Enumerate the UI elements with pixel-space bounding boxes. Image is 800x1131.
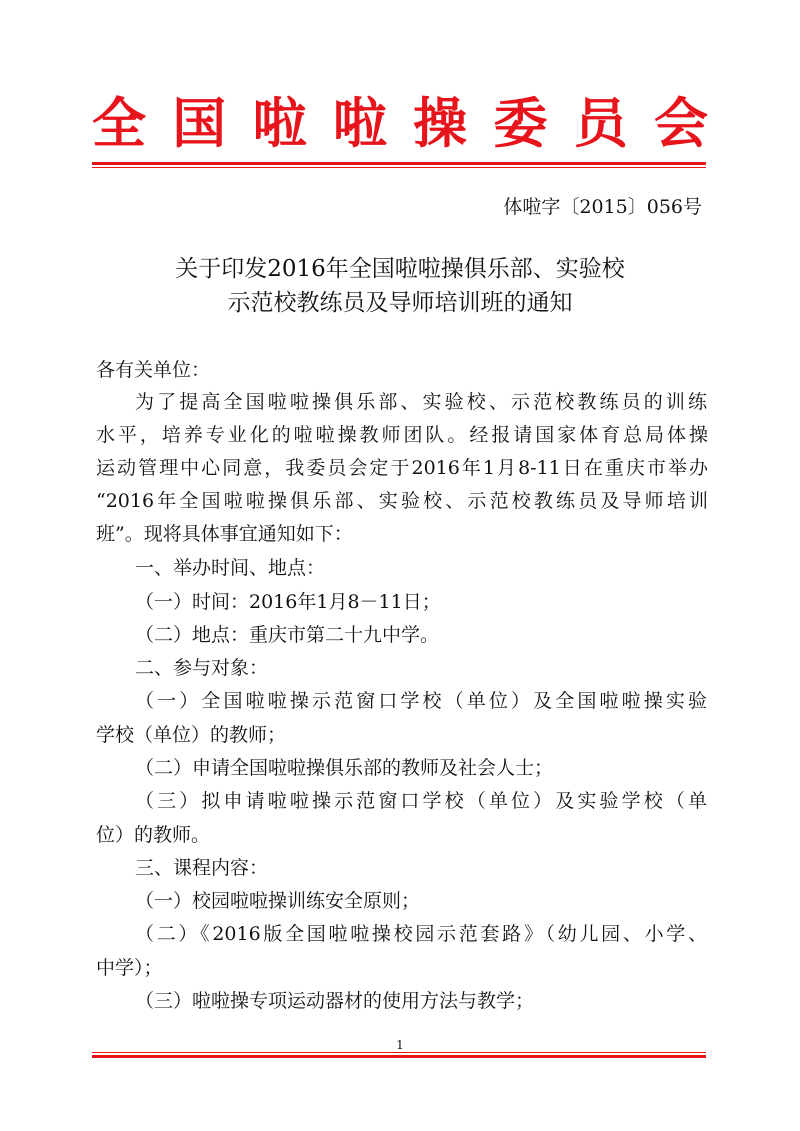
org-char: 委 — [493, 91, 548, 155]
org-char: 操 — [413, 91, 468, 155]
org-char: 啦 — [332, 91, 387, 155]
org-char: 全 — [92, 91, 146, 155]
body-line: （一）校园啦啦操训练安全原则； — [135, 890, 421, 912]
body-line: 学校（单位）的教师； — [96, 724, 287, 746]
body-line: （二）地点：重庆市第二十九中学。 — [135, 624, 440, 646]
body-line: “2016年全国啦啦操俱乐部、实验校、示范校教练员及导师培训 — [96, 490, 708, 512]
body-line: （一）全国啦啦操示范窗口学校（单位）及全国啦啦操实验 — [135, 690, 707, 712]
body-line: （二）《2016版全国啦啦操校园示范套路》（幼儿园、小学、 — [135, 923, 707, 945]
section-heading: 三、课程内容： — [135, 857, 269, 879]
salutation: 各有关单位： — [96, 359, 211, 381]
document-title-line: 示范校教练员及导师培训班的通知 — [227, 290, 573, 316]
body-line: 运动管理中心同意，我委员会定于2016年1月8-11日在重庆市举办 — [96, 457, 708, 479]
organization-title — [92, 88, 708, 158]
body-line: 为了提高全国啦啦操俱乐部、实验校、示范校教练员的训练 — [135, 391, 707, 413]
body-line: （三）啦啦操专项运动器材的使用方法与教学； — [135, 990, 535, 1012]
section-heading: 二、参与对象： — [135, 657, 269, 679]
org-char: 国 — [172, 91, 227, 155]
body-line: 位）的教师。 — [96, 824, 211, 846]
header-divider-thick — [92, 162, 706, 165]
page-number: 1 — [396, 1038, 404, 1052]
header-divider-thin — [92, 167, 706, 168]
footer-divider-thin — [92, 1052, 706, 1053]
org-char: 员 — [573, 91, 628, 155]
body-line: 水平，培养专业化的啦啦操教师团队。经报请国家体育总局体操 — [96, 424, 708, 446]
org-char: 会 — [653, 91, 708, 155]
document-title-line: 关于印发2016年全国啦啦操俱乐部、实验校 — [175, 256, 625, 282]
body-line: （三）拟申请啦啦操示范窗口学校（单位）及实验学校（单 — [135, 790, 707, 812]
org-char: 啦 — [252, 91, 307, 155]
document-number: 体啦字〔2015〕056号 — [503, 196, 702, 218]
body-line: 班”。现将具体事宜通知如下： — [96, 523, 353, 545]
section-heading: 一、举办时间、地点： — [135, 557, 326, 579]
body-line: 中学）； — [96, 957, 163, 979]
body-line: （二）申请全国啦啦操俱乐部的教师及社会人士； — [135, 757, 554, 779]
footer-divider-thick — [92, 1055, 706, 1058]
body-line: （一）时间：2016年1月8－11日； — [135, 591, 441, 613]
